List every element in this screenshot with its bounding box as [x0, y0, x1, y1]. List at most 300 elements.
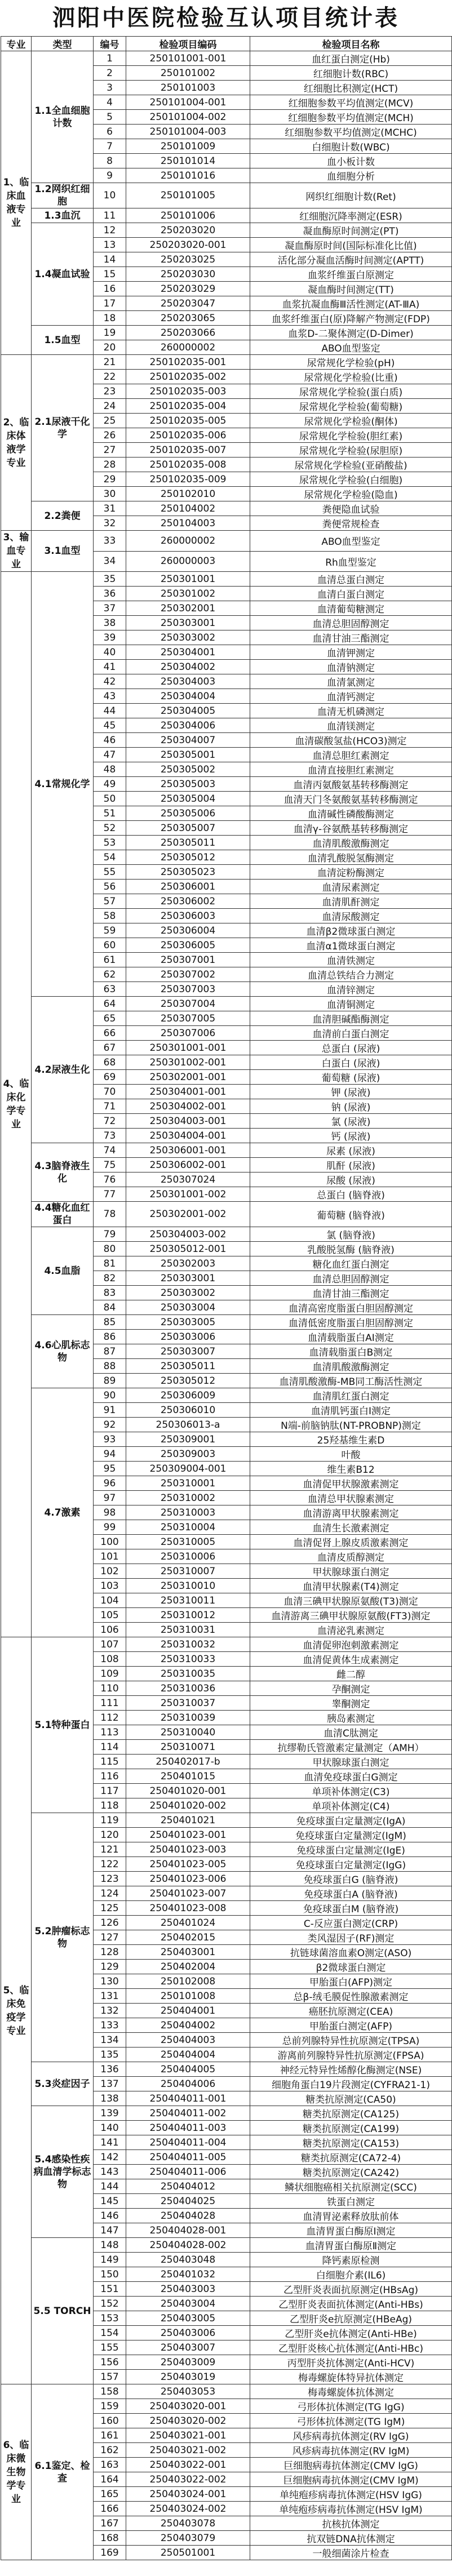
table-row [1, 326, 452, 340]
category-cell: 5.5 TORCH [32, 2238, 94, 2384]
category-cell: 4.3脑脊液生化 [32, 1143, 94, 1202]
number-cell: 78 [94, 1202, 126, 1227]
name-cell: 血清β2微球蛋白测定 [250, 923, 452, 938]
category-cell: 1.5血型 [32, 326, 94, 355]
category-cell: 1.2网织红细胞 [32, 183, 94, 208]
table-row [1, 223, 452, 238]
name-cell: 血清促黄体生成素测定 [250, 1652, 452, 1667]
code-cell: 250305012-001 [126, 1242, 250, 1256]
code-cell: 250403020-002 [126, 2414, 250, 2428]
code-cell: 260000002 [126, 531, 250, 552]
category-cell: 6.1鉴定、检查 [32, 2384, 94, 2560]
code-cell: 250309003 [126, 1447, 250, 1462]
name-cell: 尿常规化学检验(pH) [250, 355, 452, 370]
number-cell: 154 [94, 2326, 126, 2340]
name-cell: 梅毒螺旋体特异抗体测定 [250, 2370, 452, 2384]
code-cell: 250402015 [126, 1930, 250, 1945]
name-cell: 睾酮测定 [250, 1696, 452, 1711]
number-cell: 1 [94, 51, 126, 66]
number-cell: 133 [94, 2018, 126, 2033]
code-cell: 250104003 [126, 516, 250, 531]
code-cell: 250401020-001 [126, 1784, 250, 1798]
code-cell: 250310003 [126, 1505, 250, 1520]
name-cell: 抗链球菌溶血素O测定(ASO) [250, 1945, 452, 1960]
name-cell: 红细胞参数平均值测定(MCH) [250, 110, 452, 125]
code-cell: 260000003 [126, 551, 250, 572]
code-cell: 250310006 [126, 1549, 250, 1564]
code-cell: 250307004 [126, 997, 250, 1011]
number-cell: 108 [94, 1652, 126, 1667]
name-cell: 糖化血红蛋白测定 [250, 1256, 452, 1271]
number-cell: 26 [94, 428, 126, 443]
name-cell: 血清丙氨酸氨基转移酶测定 [250, 777, 452, 792]
name-cell: 血清免疫球蛋白G测定 [250, 1769, 452, 1784]
number-cell: 80 [94, 1242, 126, 1256]
name-cell: 尿常规化学检验(亚硝酸盐) [250, 458, 452, 472]
name-cell: 血清促卵泡刺激素测定 [250, 1637, 452, 1652]
name-cell: 红细胞沉降率测定(ESR) [250, 208, 452, 223]
number-cell: 103 [94, 1579, 126, 1593]
name-cell: 葡萄糖 (脑脊液) [250, 1202, 452, 1227]
number-cell: 2 [94, 66, 126, 81]
number-cell: 132 [94, 2004, 126, 2018]
number-cell: 9 [94, 168, 126, 183]
name-cell: 红细胞参数平均值测定(MCHC) [250, 125, 452, 139]
number-cell: 160 [94, 2414, 126, 2428]
code-cell: 250102035-009 [126, 472, 250, 487]
code-cell: 250310001 [126, 1476, 250, 1491]
number-cell: 82 [94, 1271, 126, 1286]
name-cell: 癌胚抗原测定(CEA) [250, 2004, 452, 2018]
table-row [1, 572, 452, 587]
category-cell: 2.2粪便 [32, 501, 94, 531]
name-cell: 血浆D-二聚体测定(D-Dimer) [250, 326, 452, 340]
code-cell: 250306005 [126, 938, 250, 953]
name-cell: 免疫球蛋白G (脑脊液) [250, 1872, 452, 1886]
table-row [1, 2238, 452, 2253]
code-cell: 250310010 [126, 1579, 250, 1593]
number-cell: 137 [94, 2077, 126, 2091]
number-cell: 84 [94, 1300, 126, 1315]
code-cell: 250403048 [126, 2253, 250, 2267]
code-cell: 250403009 [126, 2355, 250, 2370]
code-cell: 250305007 [126, 821, 250, 836]
name-cell: 风疹病毒抗体测定(RV IgM) [250, 2443, 452, 2458]
number-cell: 25 [94, 414, 126, 428]
category-cell: 4.4糖化血红蛋白 [32, 1202, 94, 1227]
code-cell: 250303007 [126, 1344, 250, 1359]
number-cell: 28 [94, 458, 126, 472]
name-cell: 免疫球蛋白定量测定(IgG) [250, 1857, 452, 1872]
number-cell: 3 [94, 81, 126, 95]
number-cell: 59 [94, 923, 126, 938]
number-cell: 18 [94, 311, 126, 326]
code-cell: 250101003 [126, 81, 250, 95]
name-cell: N端-前脑钠肽(NT-PROBNP)测定 [250, 1418, 452, 1432]
name-cell: 钾 (尿液) [250, 1085, 452, 1099]
name-cell: 甲胎蛋白测定(AFP) [250, 2018, 452, 2033]
number-cell: 134 [94, 2033, 126, 2048]
number-cell: 65 [94, 1011, 126, 1026]
code-cell: 250310031 [126, 1623, 250, 1637]
name-cell: 总蛋白 (脑脊液) [250, 1187, 452, 1202]
name-cell: 血清前白蛋白测定 [250, 1026, 452, 1041]
name-cell: 血清总胆固醇测定 [250, 1271, 452, 1286]
code-cell: 250403079 [126, 2531, 250, 2546]
name-cell: 网织红细胞计数(Ret) [250, 183, 452, 208]
name-cell: 风疹病毒抗体测定(RV IgG) [250, 2428, 452, 2443]
number-cell: 35 [94, 572, 126, 587]
code-cell: 250102035-001 [126, 355, 250, 370]
code-cell: 250403004 [126, 2297, 250, 2311]
code-cell: 250307006 [126, 1026, 250, 1041]
name-cell: 抗缪勒氏管激素定量测定（AMH） [250, 1740, 452, 1755]
header-major: 专业 [1, 37, 32, 51]
name-cell: 血清甘油三酯测定 [250, 1286, 452, 1300]
code-cell: 250304004-001 [126, 1129, 250, 1143]
number-cell: 105 [94, 1608, 126, 1623]
number-cell: 129 [94, 1960, 126, 1974]
name-cell: 血清天门冬氨酸氨基转移酶测定 [250, 792, 452, 806]
code-cell: 250401023-006 [126, 1872, 250, 1886]
name-cell: 血清直接胆红素测定 [250, 762, 452, 777]
code-cell: 250403022-002 [126, 2472, 250, 2487]
name-cell: 血清钾测定 [250, 645, 452, 660]
code-cell: 250403001 [126, 1945, 250, 1960]
number-cell: 37 [94, 601, 126, 616]
code-cell: 250401023-007 [126, 1886, 250, 1901]
code-cell: 250401023-008 [126, 1901, 250, 1916]
name-cell: 一般细菌涂片检查 [250, 2546, 452, 2560]
name-cell: 血清无机磷测定 [250, 704, 452, 718]
number-cell: 66 [94, 1026, 126, 1041]
name-cell: 弓形体抗体测定(TG IgM) [250, 2414, 452, 2428]
name-cell: 乙型肝炎e抗体测定(Anti-HBe) [250, 2326, 452, 2340]
number-cell: 161 [94, 2428, 126, 2443]
code-cell: 250403021-002 [126, 2443, 250, 2458]
name-cell: 凝血酶原时间(国际标准化比值) [250, 238, 452, 252]
category-cell: 2.1尿液干化学 [32, 355, 94, 501]
code-cell: 250310040 [126, 1725, 250, 1740]
major-cell: 6、临床微生物学专业 [1, 2384, 32, 2560]
code-cell: 260000002 [126, 340, 250, 355]
code-cell: 250309004-001 [126, 1462, 250, 1476]
number-cell: 76 [94, 1172, 126, 1187]
number-cell: 118 [94, 1798, 126, 1813]
code-cell: 250305023 [126, 865, 250, 880]
name-cell: 血清总蛋白测定 [250, 572, 452, 587]
number-cell: 8 [94, 154, 126, 168]
code-cell: 250404001 [126, 2004, 250, 2018]
code-cell: 250301001-002 [126, 1187, 250, 1202]
code-cell: 250310035 [126, 1667, 250, 1681]
name-cell: 血清总胆固醇测定 [250, 616, 452, 630]
code-cell: 250101016 [126, 168, 250, 183]
number-cell: 75 [94, 1158, 126, 1172]
number-cell: 139 [94, 2106, 126, 2121]
code-cell: 250307003 [126, 982, 250, 997]
number-cell: 83 [94, 1286, 126, 1300]
code-cell: 250304003-001 [126, 1114, 250, 1129]
code-cell: 250302003 [126, 1256, 250, 1271]
code-cell: 250306002 [126, 894, 250, 909]
number-cell: 140 [94, 2121, 126, 2135]
number-cell: 113 [94, 1725, 126, 1740]
code-cell: 250403021-001 [126, 2428, 250, 2443]
items-table [1, 36, 452, 2560]
number-cell: 68 [94, 1055, 126, 1070]
code-cell: 250403005 [126, 2311, 250, 2326]
number-cell: 88 [94, 1359, 126, 1374]
number-cell: 60 [94, 938, 126, 953]
code-cell: 250310007 [126, 1564, 250, 1579]
code-cell: 250203025 [126, 252, 250, 267]
number-cell: 106 [94, 1623, 126, 1637]
name-cell: 乙型肝炎核心抗体测定(Anti-HBc) [250, 2340, 452, 2355]
code-cell: 250403078 [126, 2516, 250, 2531]
name-cell: 尿常规化学检验(隐血) [250, 487, 452, 501]
name-cell: 凝血酶原时间测定(PT) [250, 223, 452, 238]
report-sheet [1, 0, 451, 2560]
code-cell: 250305012 [126, 1374, 250, 1388]
number-cell: 112 [94, 1711, 126, 1725]
category-cell: 5.1特种蛋白 [32, 1637, 94, 1813]
code-cell: 250403024-001 [126, 2487, 250, 2502]
name-cell: 血清钠测定 [250, 660, 452, 674]
number-cell: 91 [94, 1403, 126, 1418]
number-cell: 165 [94, 2487, 126, 2502]
name-cell: 糖类抗原测定(CA242) [250, 2165, 452, 2179]
name-cell: 血清促甲状腺激素测定 [250, 1476, 452, 1491]
name-cell: 血清总甲状腺素测定 [250, 1491, 452, 1505]
name-cell: 血清生长激素测定 [250, 1520, 452, 1535]
code-cell: 250403024-002 [126, 2502, 250, 2516]
code-cell: 250101014 [126, 154, 250, 168]
code-cell: 250301002 [126, 587, 250, 601]
code-cell: 250404028-001 [126, 2223, 250, 2238]
table-row [1, 2106, 452, 2121]
code-cell: 250303002 [126, 1286, 250, 1300]
number-cell: 30 [94, 487, 126, 501]
number-cell: 148 [94, 2238, 126, 2253]
name-cell: 血清C肽测定 [250, 1725, 452, 1740]
name-cell: 总前列腺特异性抗原测定(TPSA) [250, 2033, 452, 2048]
number-cell: 162 [94, 2443, 126, 2458]
number-cell: 117 [94, 1784, 126, 1798]
name-cell: 尿常规化学检验(比重) [250, 370, 452, 384]
code-cell: 250404005 [126, 2062, 250, 2077]
code-cell: 250203020 [126, 223, 250, 238]
number-cell: 130 [94, 1974, 126, 1989]
code-cell: 250304001 [126, 645, 250, 660]
major-cell: 2、临床体液学专业 [1, 355, 32, 531]
number-cell: 42 [94, 674, 126, 689]
number-cell: 102 [94, 1564, 126, 1579]
number-cell: 27 [94, 443, 126, 458]
number-cell: 81 [94, 1256, 126, 1271]
name-cell: 血清尿素测定 [250, 880, 452, 894]
code-cell: 250403022-001 [126, 2458, 250, 2472]
number-cell: 19 [94, 326, 126, 340]
number-cell: 163 [94, 2458, 126, 2472]
category-cell: 4.2尿液生化 [32, 997, 94, 1143]
number-cell: 131 [94, 1989, 126, 2004]
number-cell: 153 [94, 2311, 126, 2326]
code-cell: 250310039 [126, 1711, 250, 1725]
code-cell: 250404011-003 [126, 2121, 250, 2135]
code-cell: 250306013-a [126, 1418, 250, 1432]
number-cell: 147 [94, 2223, 126, 2238]
number-cell: 166 [94, 2502, 126, 2516]
number-cell: 85 [94, 1315, 126, 1330]
number-cell: 142 [94, 2150, 126, 2165]
name-cell: 乙型肝炎表面抗原测定(HBsAg) [250, 2282, 452, 2297]
number-cell: 48 [94, 762, 126, 777]
name-cell: 血清游离甲状腺素测定 [250, 1505, 452, 1520]
number-cell: 151 [94, 2282, 126, 2297]
number-cell: 104 [94, 1593, 126, 1608]
code-cell: 250102010 [126, 487, 250, 501]
number-cell: 90 [94, 1388, 126, 1403]
code-cell: 250404011-005 [126, 2150, 250, 2165]
number-cell: 98 [94, 1505, 126, 1520]
name-cell: 巨细胞病毒抗体测定(CMV IgG) [250, 2458, 452, 2472]
name-cell: 免疫球蛋白定量测定(IgE) [250, 1842, 452, 1857]
number-cell: 127 [94, 1930, 126, 1945]
number-cell: 135 [94, 2048, 126, 2062]
number-cell: 156 [94, 2355, 126, 2370]
name-cell: 粪便常规检查 [250, 516, 452, 531]
category-cell: 4.5血脂 [32, 1227, 94, 1315]
code-cell: 250404025 [126, 2194, 250, 2209]
number-cell: 20 [94, 340, 126, 355]
table-row [1, 208, 452, 223]
category-cell: 4.7激素 [32, 1388, 94, 1637]
name-cell: 血清碱性磷酸酶测定 [250, 806, 452, 821]
name-cell: 叶酸 [250, 1447, 452, 1462]
number-cell: 143 [94, 2165, 126, 2179]
table-row [1, 1143, 452, 1158]
name-cell: 巨细胞病毒抗体测定(CMV IgM) [250, 2472, 452, 2487]
table-row [1, 2384, 452, 2399]
name-cell: 尿常规化学检验(葡萄糖) [250, 399, 452, 414]
number-cell: 120 [94, 1828, 126, 1842]
name-cell: 血清肌红蛋白测定 [250, 1388, 452, 1403]
name-cell: 钙 (尿液) [250, 1129, 452, 1143]
code-cell: 250310012 [126, 1608, 250, 1623]
table-row [1, 1315, 452, 1330]
code-cell: 250307005 [126, 1011, 250, 1026]
code-cell: 250102035-004 [126, 399, 250, 414]
code-cell: 250303004 [126, 1300, 250, 1315]
name-cell: 血清胃泌素释放肽前体 [250, 2209, 452, 2223]
code-cell: 250403020-001 [126, 2399, 250, 2414]
name-cell: 25羟基维生素D [250, 1432, 452, 1447]
name-cell: 梅毒螺旋体抗体测定 [250, 2384, 452, 2399]
name-cell: 血清铁测定 [250, 953, 452, 967]
table-row [1, 997, 452, 1011]
name-cell: 甲胎蛋白(AFP)测定 [250, 1974, 452, 1989]
number-cell: 34 [94, 551, 126, 572]
code-cell: 250101005 [126, 183, 250, 208]
code-cell: 250401024 [126, 1916, 250, 1930]
code-cell: 250310004 [126, 1520, 250, 1535]
number-cell: 32 [94, 516, 126, 531]
code-cell: 250306010 [126, 1403, 250, 1418]
number-cell: 167 [94, 2516, 126, 2531]
code-cell: 250305011 [126, 1359, 250, 1374]
name-cell: Rh血型鉴定 [250, 551, 452, 572]
number-cell: 7 [94, 139, 126, 154]
number-cell: 38 [94, 616, 126, 630]
code-cell: 250404002 [126, 2018, 250, 2033]
code-cell: 250305003 [126, 777, 250, 792]
table-row [1, 51, 452, 66]
code-cell: 250310037 [126, 1696, 250, 1711]
name-cell: 血清白蛋白测定 [250, 587, 452, 601]
name-cell: 降钙素原检测 [250, 2253, 452, 2267]
number-cell: 50 [94, 792, 126, 806]
code-cell: 250402004 [126, 1960, 250, 1974]
number-cell: 67 [94, 1041, 126, 1055]
number-cell: 40 [94, 645, 126, 660]
category-cell: 4.1常规化学 [32, 572, 94, 997]
name-cell: 红细胞参数平均值测定(MCV) [250, 95, 452, 110]
code-cell: 250301001-001 [126, 1041, 250, 1055]
code-cell: 250401021 [126, 1813, 250, 1828]
number-cell: 138 [94, 2091, 126, 2106]
number-cell: 158 [94, 2384, 126, 2399]
code-cell: 250303006 [126, 1330, 250, 1344]
number-cell: 71 [94, 1099, 126, 1114]
name-cell: 血清钙测定 [250, 689, 452, 704]
name-cell: 抗双链DNA抗体测定 [250, 2531, 452, 2546]
name-cell: 孕酮测定 [250, 1681, 452, 1696]
code-cell: 250302001-002 [126, 1202, 250, 1227]
number-cell: 22 [94, 370, 126, 384]
table-row [1, 2062, 452, 2077]
name-cell: 甲状腺球蛋白测定 [250, 1755, 452, 1769]
code-cell: 250305012 [126, 850, 250, 865]
name-cell: 白细胞计数(WBC) [250, 139, 452, 154]
name-cell: 粪便隐血试验 [250, 501, 452, 516]
number-cell: 96 [94, 1476, 126, 1491]
number-cell: 13 [94, 238, 126, 252]
code-cell: 250101002 [126, 66, 250, 81]
name-cell: 血清泌乳素测定 [250, 1623, 452, 1637]
code-cell: 250102035-002 [126, 370, 250, 384]
number-cell: 36 [94, 587, 126, 601]
name-cell: 红细胞比积测定(HCT) [250, 81, 452, 95]
header-name: 检验项目名称 [250, 37, 452, 51]
name-cell: 血细胞分析 [250, 168, 452, 183]
name-cell: 血清α1微球蛋白测定 [250, 938, 452, 953]
code-cell: 250203029 [126, 282, 250, 296]
name-cell: 血浆纤维蛋白原测定 [250, 267, 452, 282]
code-cell: 250309001 [126, 1432, 250, 1447]
name-cell: 铁蛋白测定 [250, 2194, 452, 2209]
name-cell: 血清胃蛋白酶原Ⅱ测定 [250, 2238, 452, 2253]
name-cell: 免疫球蛋白定量测定(IgM) [250, 1828, 452, 1842]
name-cell: 血清胆碱酯酶测定 [250, 1011, 452, 1026]
name-cell: 尿常规化学检验(酮体) [250, 414, 452, 428]
number-cell: 10 [94, 183, 126, 208]
code-cell: 250401015 [126, 1769, 250, 1784]
number-cell: 136 [94, 2062, 126, 2077]
code-cell: 250404003 [126, 2033, 250, 2048]
number-cell: 5 [94, 110, 126, 125]
code-cell: 250102035-008 [126, 458, 250, 472]
